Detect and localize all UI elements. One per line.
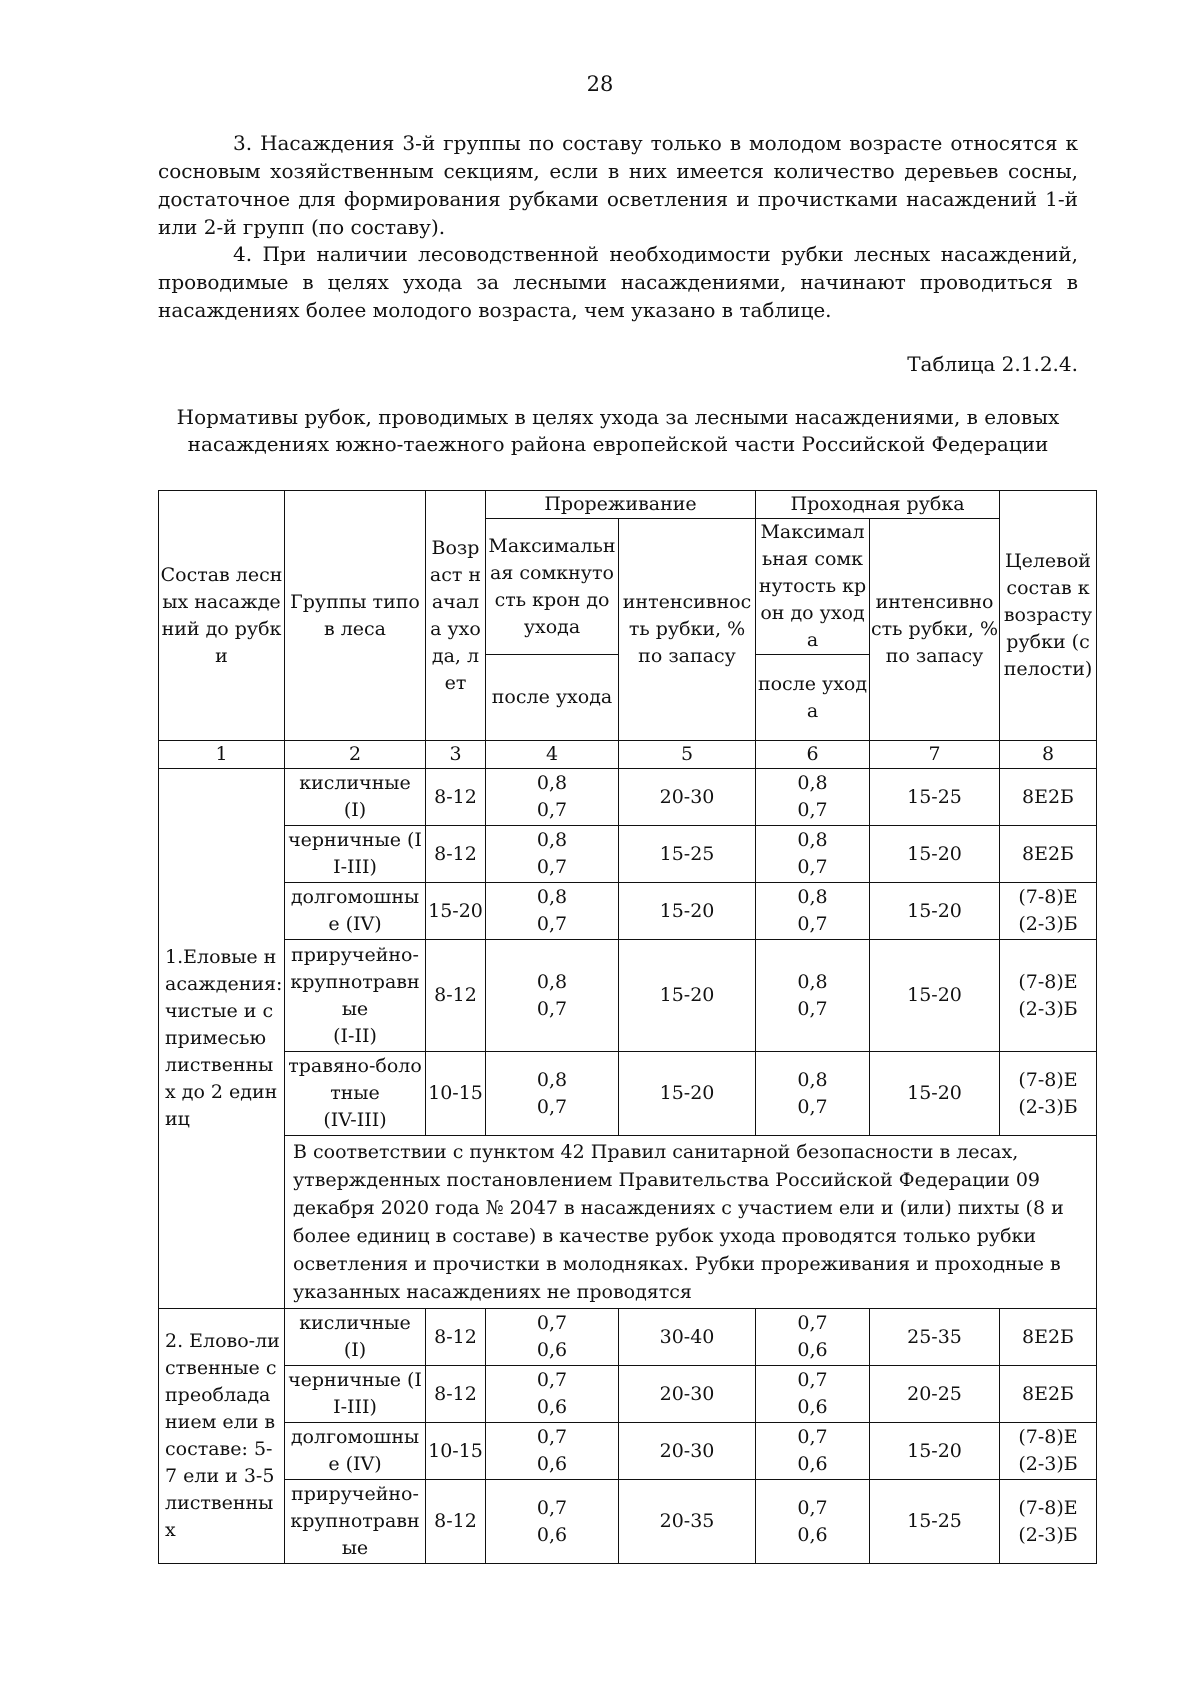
table-row bbox=[159, 883, 1097, 940]
cell-age: 10-15 bbox=[426, 1052, 486, 1136]
cell-density: 0,7 0,6 bbox=[486, 1309, 619, 1366]
norms-table bbox=[158, 490, 1097, 1564]
cell-density: 0,8 0,7 bbox=[486, 940, 619, 1052]
table-row bbox=[159, 769, 1097, 826]
header-target: Целевой состав к возрасту рубки (спелости) bbox=[1000, 491, 1097, 741]
paragraph-3: 3. Насаждения 3-й группы по составу только в молодом возрасте относятся к сосновым хозяйственным секциям, если в них имеется количество деревьев сосны, достаточное для формирования рубками осветления и прочистками насаждений 1-й или 2-й групп (по составу). bbox=[158, 131, 1078, 239]
cell-density2: 0,8 0,7 bbox=[756, 883, 870, 940]
cell-target: 8Е2Б bbox=[1000, 826, 1097, 883]
column-number: 4 bbox=[486, 741, 619, 769]
cell-group: черничные (II-III) bbox=[285, 826, 426, 883]
paragraph-4: 4. При наличии лесоводственной необходимости рубки лесных насаждений, проводимые в целях ухода за лесными насаждениями, начинают проводиться в насаждениях более молодого возраста, чем указано в таблице. bbox=[158, 242, 1078, 322]
cell-repeat2: 15-20 bbox=[870, 1423, 1000, 1480]
cell-target: (7-8)Е (2-3)Б bbox=[1000, 940, 1097, 1052]
cell-density: 0,8 0,7 bbox=[486, 769, 619, 826]
cell-group: приручейно-крупнотравные bbox=[285, 1480, 426, 1564]
cell-group: травяно-болотные (IV-III) bbox=[285, 1052, 426, 1136]
header-max-density: Максимальная сомкнутость крон до ухода bbox=[756, 519, 870, 655]
table-label: Таблица 2.1.2.4. bbox=[907, 352, 1078, 376]
cell-repeat2: 20-25 bbox=[870, 1366, 1000, 1423]
cell-age: 8-12 bbox=[426, 826, 486, 883]
header-after-care: после ухода bbox=[756, 655, 870, 741]
cell-group: кисличные (I) bbox=[285, 769, 426, 826]
cell-target: (7-8)Е (2-3)Б bbox=[1000, 1423, 1097, 1480]
cell-density2: 0,7 0,6 bbox=[756, 1480, 870, 1564]
cell-repeat: 15-20 bbox=[619, 940, 756, 1052]
cell-group: долгомошные (IV) bbox=[285, 883, 426, 940]
cell-repeat: 20-35 bbox=[619, 1480, 756, 1564]
cell-age: 8-12 bbox=[426, 1366, 486, 1423]
cell-repeat2: 15-25 bbox=[870, 769, 1000, 826]
cell-target: 8Е2Б bbox=[1000, 1309, 1097, 1366]
column-number: 2 bbox=[285, 741, 426, 769]
cell-group: приручейно-крупнотравные (I-II) bbox=[285, 940, 426, 1052]
cell-target: (7-8)Е (2-3)Б bbox=[1000, 1480, 1097, 1564]
cell-density: 0,7 0,6 bbox=[486, 1423, 619, 1480]
table-row bbox=[159, 1480, 1097, 1564]
cell-repeat2: 15-20 bbox=[870, 940, 1000, 1052]
cell-age: 8-12 bbox=[426, 1309, 486, 1366]
cell-repeat: 20-30 bbox=[619, 1423, 756, 1480]
table-row bbox=[159, 826, 1097, 883]
section2-label: 2. Елово-лиственные с преобладанием ели в составе: 5-7 ели и 3-5 лиственных bbox=[159, 1309, 285, 1564]
table-row bbox=[159, 1309, 1097, 1366]
cell-age: 15-20 bbox=[426, 883, 486, 940]
table-caption: Нормативы рубок, проводимых в целях ухода за лесными насаждениями, в еловых насаждениях южно-таежного района европейской части Российской Федерации bbox=[176, 405, 1060, 456]
column-number: 8 bbox=[1000, 741, 1097, 769]
cell-age: 8-12 bbox=[426, 1480, 486, 1564]
cell-repeat: 15-20 bbox=[619, 1052, 756, 1136]
cell-target: 8Е2Б bbox=[1000, 1366, 1097, 1423]
page-number: 28 bbox=[586, 72, 614, 96]
section1-label: 1.Еловые насаждения: чистые и с примесью лиственных до 2 единиц bbox=[159, 769, 285, 1309]
cell-group: черничные (II-III) bbox=[285, 1366, 426, 1423]
cell-target: (7-8)Е (2-3)Б bbox=[1000, 883, 1097, 940]
cell-density2: 0,8 0,7 bbox=[756, 940, 870, 1052]
cell-group: кисличные (I) bbox=[285, 1309, 426, 1366]
cell-density: 0,8 0,7 bbox=[486, 1052, 619, 1136]
cell-age: 8-12 bbox=[426, 940, 486, 1052]
cell-repeat2: 15-25 bbox=[870, 1480, 1000, 1564]
cell-density: 0,7 0,6 bbox=[486, 1480, 619, 1564]
column-number: 1 bbox=[159, 741, 285, 769]
header-groups: Группы типов леса bbox=[285, 491, 426, 741]
column-number: 3 bbox=[426, 741, 486, 769]
cell-density: 0,8 0,7 bbox=[486, 883, 619, 940]
column-number: 7 bbox=[870, 741, 1000, 769]
cell-density2: 0,7 0,6 bbox=[756, 1366, 870, 1423]
table-row bbox=[159, 1052, 1097, 1136]
cell-repeat2: 15-20 bbox=[870, 1052, 1000, 1136]
column-number: 6 bbox=[756, 741, 870, 769]
cell-density: 0,7 0,6 bbox=[486, 1366, 619, 1423]
header-intensity: интенсивность рубки, % по запасу bbox=[870, 519, 1000, 741]
cell-group: долгомошные (IV) bbox=[285, 1423, 426, 1480]
table-row bbox=[159, 1366, 1097, 1423]
cell-repeat: 15-20 bbox=[619, 883, 756, 940]
cell-density2: 0,8 0,7 bbox=[756, 1052, 870, 1136]
header-passage: Проходная рубка bbox=[756, 491, 1000, 519]
cell-repeat: 20-30 bbox=[619, 1366, 756, 1423]
header-thinning: Прореживание bbox=[486, 491, 756, 519]
header-after-care: после ухода bbox=[486, 655, 619, 741]
header-max-density: Максимальная сомкнутость крон до ухода bbox=[486, 519, 619, 655]
section1-note: В соответствии с пунктом 42 Правил санитарной безопасности в лесах, утвержденных постановлением Правительства Российской Федерации 09 декабря 2020 года № 2047 в насаждениях с участием ели и (или) пихты (8 и более единиц в составе) в качестве рубок ухода проводятся только рубки осветления и прочистки в молодняках. Рубки прореживания и проходные в указанных насаждениях не проводятся bbox=[285, 1136, 1097, 1309]
cell-target: 8Е2Б bbox=[1000, 769, 1097, 826]
cell-repeat2: 15-20 bbox=[870, 883, 1000, 940]
column-number: 5 bbox=[619, 741, 756, 769]
cell-repeat: 15-25 bbox=[619, 826, 756, 883]
header-age: Возраст начала ухода, лет bbox=[426, 491, 486, 741]
cell-repeat2: 25-35 bbox=[870, 1309, 1000, 1366]
header-intensity: интенсивность рубки, % по запасу bbox=[619, 519, 756, 741]
cell-repeat: 20-30 bbox=[619, 769, 756, 826]
table-row bbox=[159, 940, 1097, 1052]
cell-density2: 0,7 0,6 bbox=[756, 1309, 870, 1366]
cell-age: 8-12 bbox=[426, 769, 486, 826]
cell-density2: 0,8 0,7 bbox=[756, 769, 870, 826]
table-row bbox=[159, 1423, 1097, 1480]
cell-density2: 0,7 0,6 bbox=[756, 1423, 870, 1480]
cell-target: (7-8)Е (2-3)Б bbox=[1000, 1052, 1097, 1136]
cell-age: 10-15 bbox=[426, 1423, 486, 1480]
header-composition: Состав лесных насаждений до рубки bbox=[159, 491, 285, 741]
cell-repeat2: 15-20 bbox=[870, 826, 1000, 883]
cell-density2: 0,8 0,7 bbox=[756, 826, 870, 883]
table-row bbox=[159, 1136, 1097, 1309]
cell-density: 0,8 0,7 bbox=[486, 826, 619, 883]
cell-repeat: 30-40 bbox=[619, 1309, 756, 1366]
